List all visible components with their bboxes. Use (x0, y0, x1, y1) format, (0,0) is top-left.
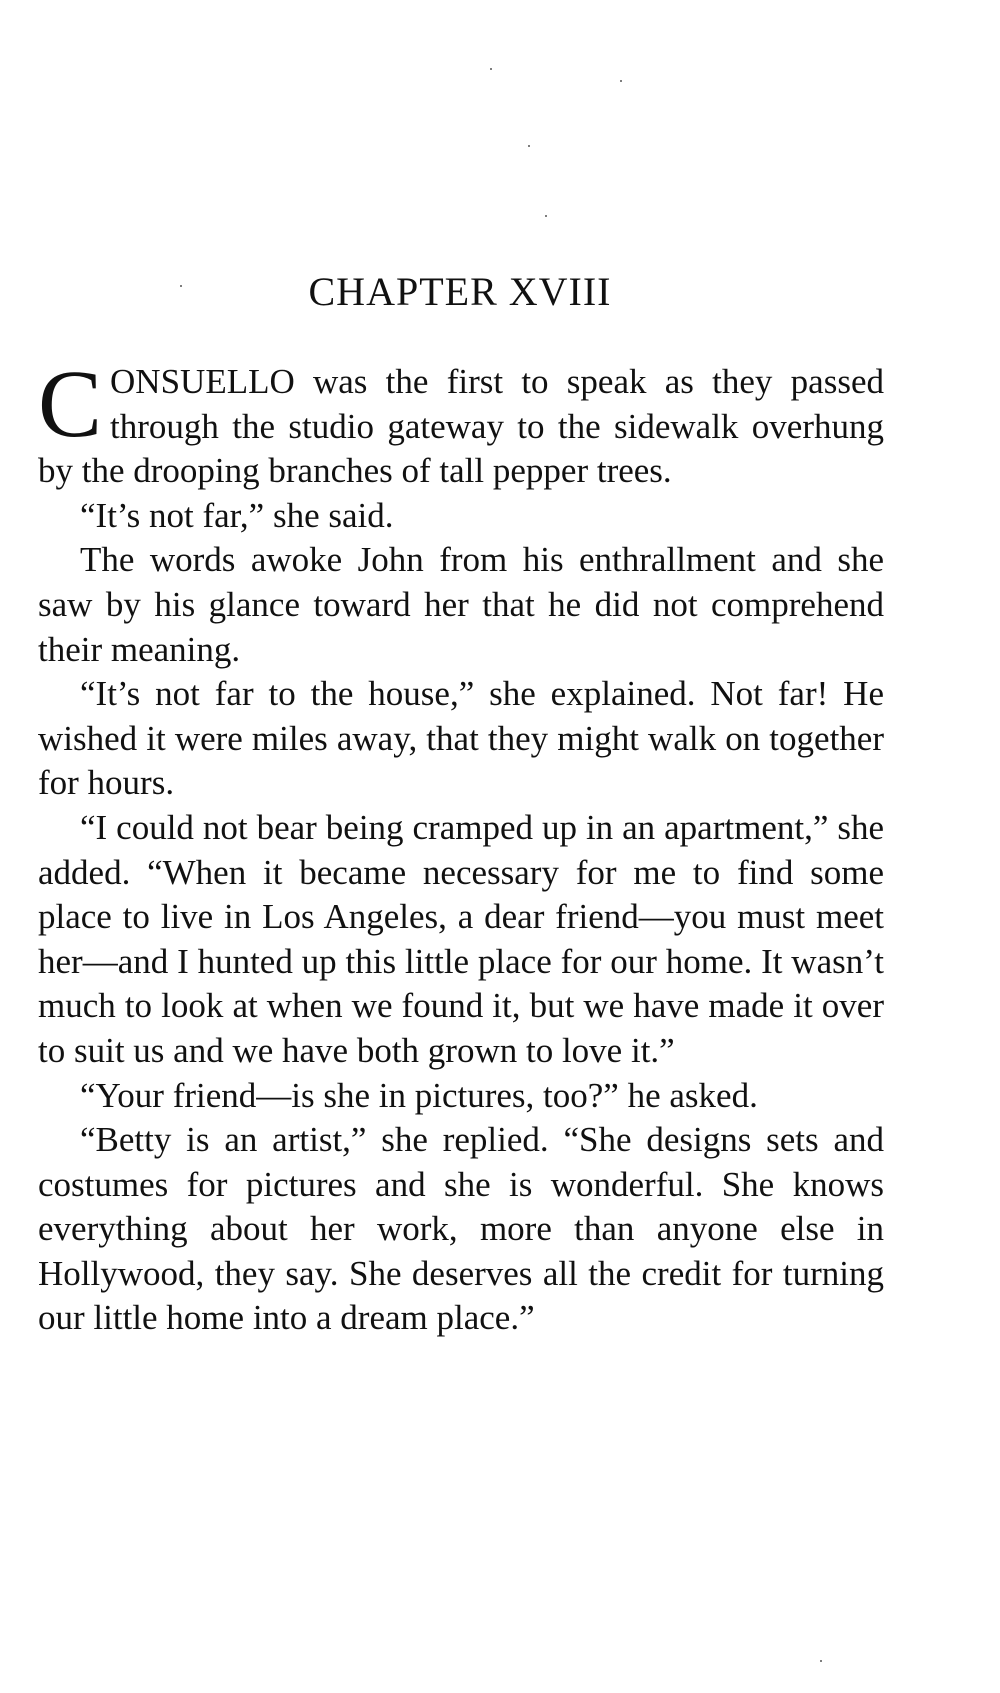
paragraph-5: “I could not bear being cramped up in an apartment,” she added. “When it became necessary for me to find some place to live in Los Angeles, a dear friend—you must meet her—and I hunted up this little place for our home. It wasn’t much to look at when we found it, but we have made it over to suit us and we have both grown to love it.” (38, 807, 884, 1070)
paragraph-3: The words awoke John from his enthrallment and she saw by his glance toward her that he did not comprehend their meaning. (38, 540, 884, 669)
body-text (38, 350, 884, 1341)
paragraph-4: “It’s not far to the house,” she explained. Not far! He wished it were miles away, that they might walk on together for hours. (38, 674, 884, 803)
chapter-title: CHAPTER XVIII (308, 269, 612, 314)
paper-speck (490, 68, 492, 70)
paragraph-2: “It’s not far,” she said. (80, 495, 394, 535)
paper-speck (620, 80, 622, 82)
paper-speck (820, 1660, 822, 1662)
paragraph-1 (38, 350, 884, 494)
paper-speck (528, 145, 530, 147)
paragraph-7: “Betty is an artist,” she replied. “She designs sets and costumes for pictures and she is wonderful. She knows everything about her work, more than anyone else in Hollywood, they say. She deserves all the credit for turning our little home into a dream place.” (38, 1120, 884, 1338)
drop-cap: C (38, 350, 103, 457)
paragraph-1-text: ONSUELLO was the first to speak as they passed through the studio gateway to the sidewalk overhung by the drooping branches of tall pepper trees. (38, 362, 884, 491)
paper-speck (545, 215, 547, 217)
paragraph-6: “Your friend—is she in pictures, too?” he asked. (80, 1075, 758, 1115)
